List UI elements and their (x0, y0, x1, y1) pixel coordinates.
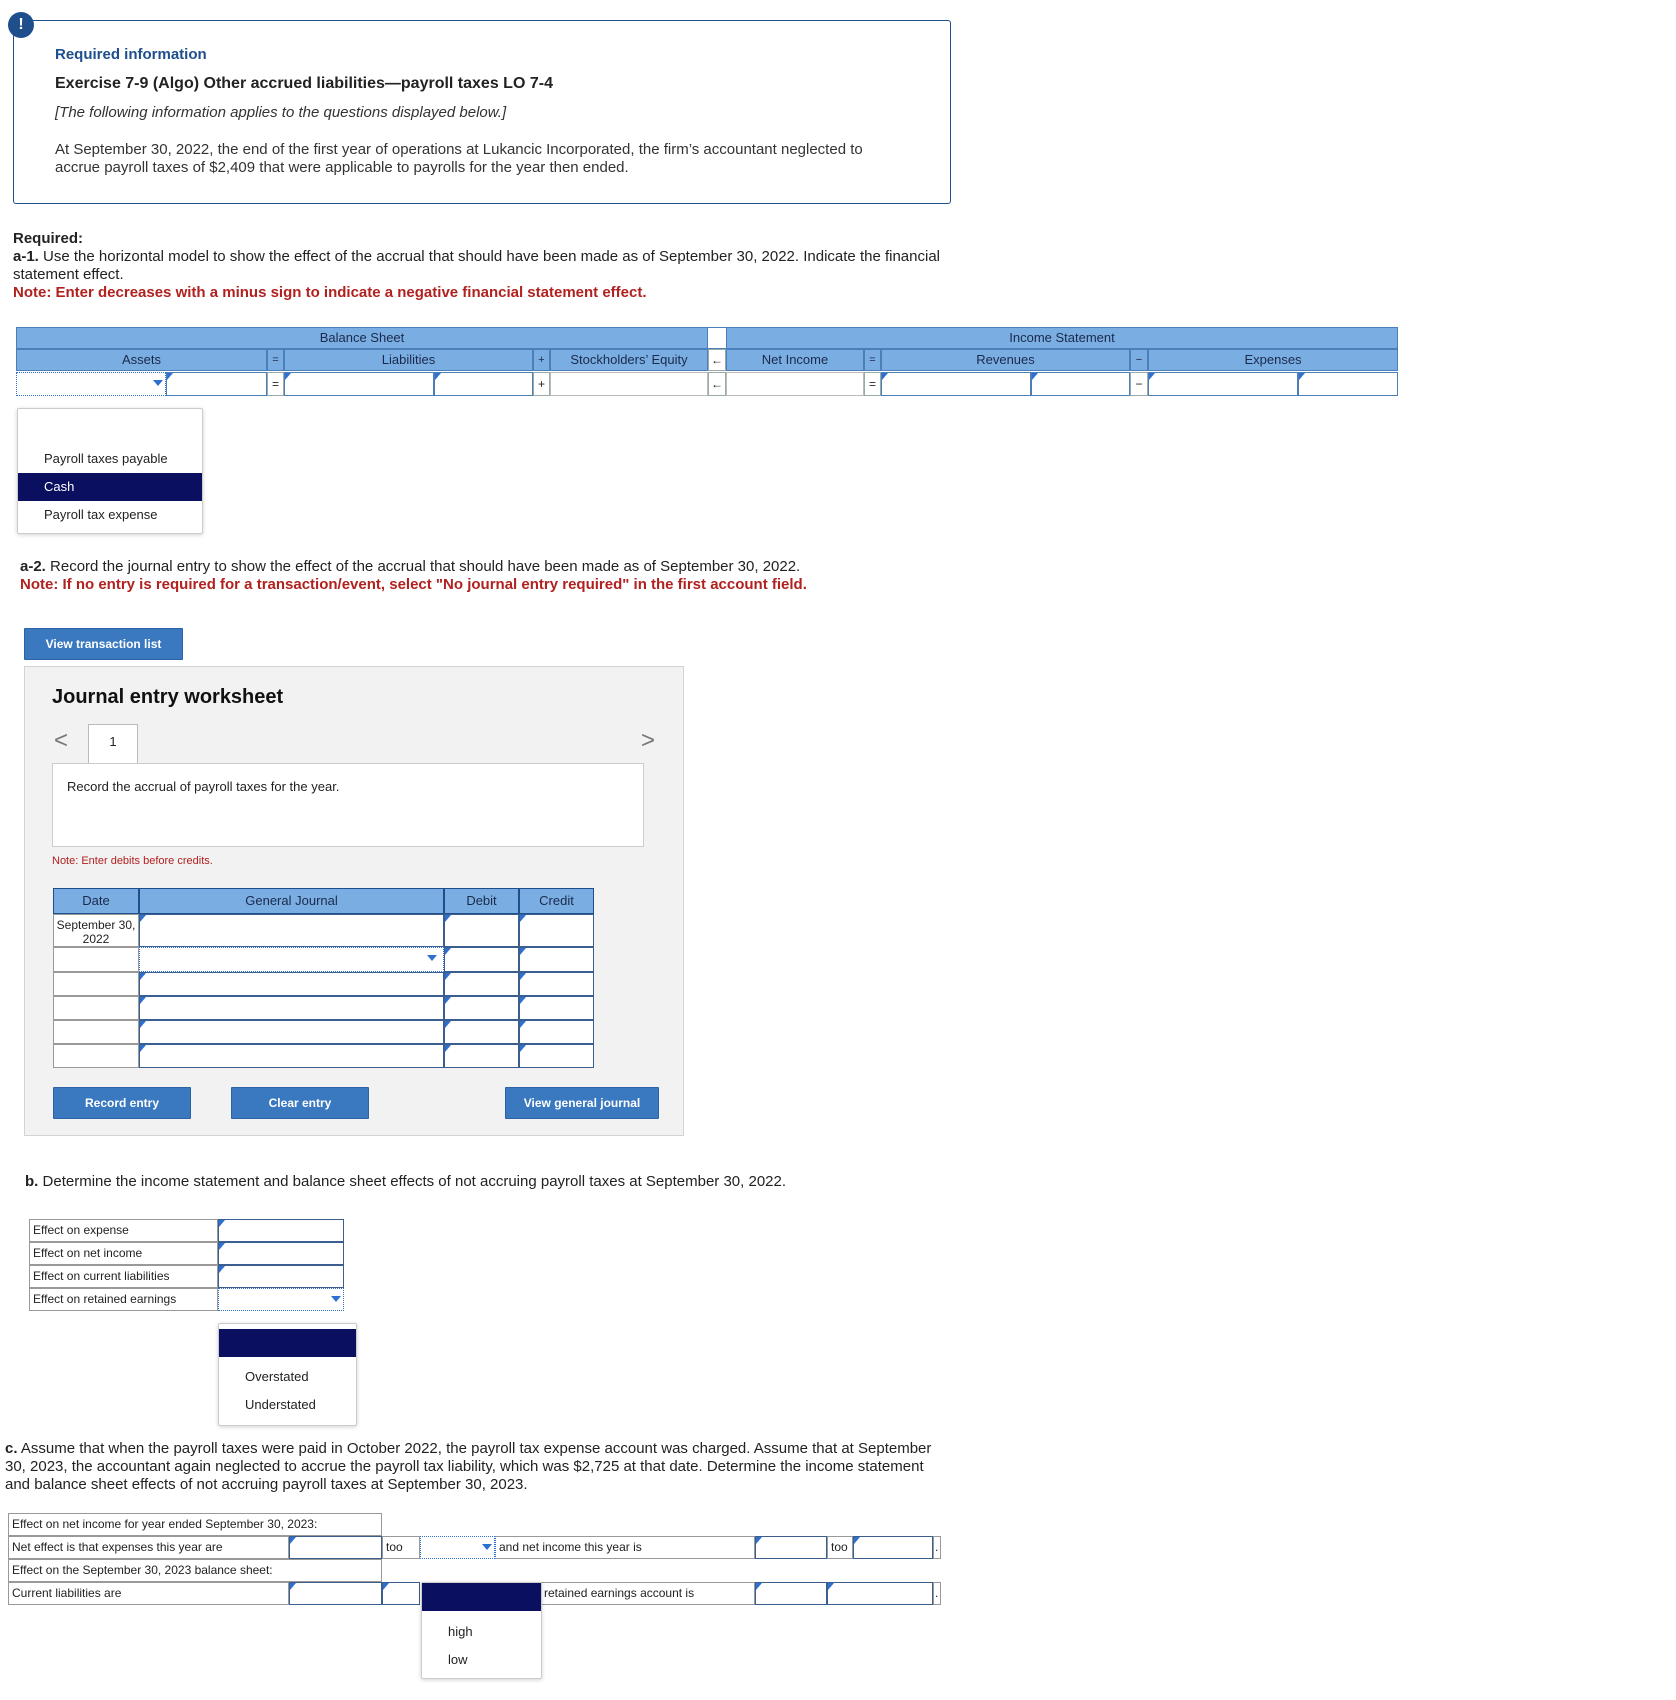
prev-arrow-icon[interactable]: < (54, 727, 69, 754)
net-income-amount-input[interactable] (755, 1536, 827, 1559)
too-label-2: too (827, 1536, 853, 1559)
arrow-op-row: ← (708, 372, 726, 396)
flag-icon (445, 915, 451, 922)
part-b-instructions (25, 1173, 925, 1190)
date-column-header: Date (53, 888, 139, 914)
journal-account-3[interactable] (139, 972, 444, 996)
effect-on-net-income-label: Effect on net income (29, 1242, 218, 1265)
flag-icon (756, 1583, 762, 1590)
plus-op: + (533, 349, 550, 371)
assets-account-select[interactable] (16, 372, 166, 396)
dropdown-option-blank-2[interactable] (422, 1583, 541, 1611)
worksheet-title: Journal entry worksheet (52, 686, 284, 708)
date-cell-1: September 30, 2022 (53, 914, 139, 947)
flag-icon (219, 1243, 225, 1250)
info-body: At September 30, 2022, the end of the first year of operations at Lukancic Incorporated, the firm’s accountant neglected to accrue payroll taxes of $2,409 that were applicable to payrolls for the year then ended. (55, 141, 863, 176)
effect-on-net-income-select[interactable] (218, 1242, 344, 1265)
credit-input-2[interactable] (519, 947, 594, 972)
flag-icon (445, 997, 451, 1004)
equals-op-2: = (864, 349, 881, 371)
flag-icon (167, 373, 173, 380)
effect-on-current-liabilities-label: Effect on current liabilities (29, 1265, 218, 1288)
dropdown-option-cash[interactable]: Cash (18, 473, 202, 501)
expenses-high-low-select[interactable] (420, 1536, 495, 1559)
journal-account-5[interactable] (139, 1020, 444, 1044)
arrow-op: ← (708, 349, 726, 371)
b-label: b. (25, 1173, 39, 1190)
info-title: Required information (55, 46, 207, 63)
liabilities-account-select[interactable] (284, 372, 434, 396)
chevron-down-icon (331, 1296, 341, 1302)
credit-input-3[interactable] (519, 972, 594, 996)
high-low-dropdown (421, 1582, 542, 1679)
net-income-high-low-select[interactable] (853, 1536, 933, 1559)
flag-icon (1299, 373, 1305, 380)
flag-icon (140, 1021, 146, 1028)
a2-note: Note: If no entry is required for a transaction/event, select "No journal entry required" in the first account field. (20, 576, 807, 593)
flag-icon (435, 373, 441, 380)
debit-input-5[interactable] (444, 1020, 519, 1044)
dropdown-option-payroll-taxes-payable[interactable]: Payroll taxes payable (44, 451, 168, 466)
next-arrow-icon[interactable]: > (641, 727, 656, 754)
transaction-description-box (52, 763, 644, 847)
credit-input-6[interactable] (519, 1044, 594, 1068)
chevron-down-icon (427, 955, 437, 961)
credit-input-1[interactable] (519, 914, 594, 947)
expenses-amount-input[interactable] (1298, 372, 1398, 396)
debit-input-6[interactable] (444, 1044, 519, 1068)
retained-earnings-high-low-select[interactable] (827, 1582, 933, 1605)
minus-op: − (1130, 349, 1148, 371)
flag-icon (285, 373, 291, 380)
c-text: Assume that when the payroll taxes were paid in October 2022, the payroll tax expense account was charged. Assume that at September 30, 2023, the accountant again neglected to accrue the payroll tax liability, which was $2,725 at that date. Determine the income statement and balance sheet effects of not accruing payroll taxes at September 30, 2023. (5, 1440, 932, 1493)
date-cell-2 (53, 947, 139, 972)
net-income-header: Net Income (726, 349, 864, 371)
chevron-down-icon (482, 1544, 492, 1550)
part-a2-instructions (20, 558, 920, 594)
flag-icon (445, 973, 451, 980)
flag-icon (140, 997, 146, 1004)
chevron-down-icon (153, 380, 163, 386)
debit-input-3[interactable] (444, 972, 519, 996)
date-cell-4 (53, 996, 139, 1020)
liabilities-header: Liabilities (284, 349, 533, 371)
date-cell-6 (53, 1044, 139, 1068)
c-row2-label: Net effect is that expenses this year are (8, 1536, 289, 1559)
flag-icon (1149, 373, 1155, 380)
flag-icon (445, 1021, 451, 1028)
revenues-amount-input[interactable] (1031, 372, 1130, 396)
expenses-header: Expenses (1148, 349, 1398, 371)
c-label: c. (5, 1440, 18, 1457)
effect-on-retained-earnings-select[interactable] (218, 1288, 344, 1311)
account-dropdown (17, 408, 203, 534)
flag-icon (520, 973, 526, 980)
flag-icon (1032, 373, 1038, 380)
record-entry-button[interactable]: Record entry (53, 1087, 191, 1119)
expenses-amount-input[interactable] (289, 1536, 382, 1559)
effect-on-retained-earnings-label: Effect on retained earnings (29, 1288, 218, 1311)
dropdown-option-low[interactable]: low (448, 1652, 468, 1667)
dropdown-option-blank[interactable] (219, 1329, 356, 1357)
flag-icon (445, 1045, 451, 1052)
flag-icon (290, 1583, 296, 1590)
flag-icon (520, 997, 526, 1004)
a1-label: a-1. (13, 248, 39, 265)
debit-input-4[interactable] (444, 996, 519, 1020)
journal-column-header: General Journal (139, 888, 444, 914)
applies-note: [The following information applies to the questions displayed below.] (55, 104, 507, 121)
expenses-account-select[interactable] (1148, 372, 1298, 396)
flag-icon (520, 948, 526, 955)
equals-op: = (267, 349, 284, 371)
revenues-account-select[interactable] (881, 372, 1031, 396)
flag-icon (882, 373, 888, 380)
too-label-1: too (382, 1536, 420, 1559)
c-row3-label: Effect on the September 30, 2023 balance sheet: (8, 1559, 382, 1582)
a2-label: a-2. (20, 558, 46, 575)
liabilities-amount-input[interactable] (289, 1582, 382, 1605)
net-income-input[interactable] (726, 372, 864, 396)
part-c-instructions (5, 1440, 940, 1494)
plus-op-row: + (533, 372, 550, 396)
balance-sheet-header: Balance Sheet (16, 327, 708, 349)
alert-icon: ! (8, 12, 34, 38)
effect-on-expense-select[interactable] (218, 1219, 344, 1242)
assets-header: Assets (16, 349, 267, 371)
a2-text: Record the journal entry to show the effect of the accrual that should have been made as of September 30, 2022. (50, 558, 801, 575)
exercise-title: Exercise 7-9 (Algo) Other accrued liabilities—payroll taxes LO 7-4 (55, 75, 553, 92)
equity-header: Stockholders’ Equity (550, 349, 708, 371)
b-text: Determine the income statement and balance sheet effects of not accruing payroll taxes at September 30, 2022. (42, 1173, 787, 1190)
debit-column-header: Debit (444, 888, 519, 914)
required-label: Required: (13, 230, 84, 247)
minus-op-row: − (1130, 372, 1148, 396)
period-1: . (933, 1536, 941, 1559)
date-cell-3 (53, 972, 139, 996)
retained-earnings-amount-input[interactable] (755, 1582, 827, 1605)
flag-icon (140, 915, 146, 922)
date-cell-5 (53, 1020, 139, 1044)
debit-input-1[interactable] (444, 914, 519, 947)
flag-icon (756, 1537, 762, 1544)
liabilities-high-low-select[interactable] (382, 1582, 420, 1605)
part-a1-instructions (13, 230, 943, 302)
overstated-dropdown (218, 1323, 357, 1426)
effect-on-expense-label: Effect on expense (29, 1219, 218, 1242)
journal-account-6[interactable] (139, 1044, 444, 1068)
flag-icon (520, 1045, 526, 1052)
flag-icon (828, 1583, 834, 1590)
transaction-tab-1[interactable]: 1 (88, 724, 138, 764)
dropdown-option-payroll-tax-expense[interactable]: Payroll tax expense (44, 507, 158, 522)
c-row4-label: Current liabilities are (8, 1582, 289, 1605)
flag-icon (520, 1021, 526, 1028)
equity-amount-input[interactable] (550, 372, 708, 396)
flag-icon (219, 1266, 225, 1273)
flag-icon (520, 915, 526, 922)
dropdown-option-overstated[interactable]: Overstated (245, 1369, 309, 1384)
c-row4-mid-label: retained earnings account is (540, 1582, 755, 1605)
a1-note: Note: Enter decreases with a minus sign to indicate a negative financial statement effect. (13, 284, 647, 301)
credit-column-header: Credit (519, 888, 594, 914)
flag-icon (383, 1583, 389, 1590)
assets-amount-input[interactable] (166, 372, 267, 396)
flag-icon (854, 1537, 860, 1544)
effect-on-current-liabilities-select[interactable] (218, 1265, 344, 1288)
journal-account-1[interactable] (139, 914, 444, 947)
flag-icon (219, 1220, 225, 1227)
flag-icon (445, 948, 451, 955)
income-statement-header: Income Statement (726, 327, 1398, 349)
equals-op-row: = (267, 372, 284, 396)
c-row1-label: Effect on net income for year ended September 30, 2023: (8, 1513, 382, 1536)
dropdown-option-high[interactable]: high (448, 1624, 473, 1639)
credit-input-4[interactable] (519, 996, 594, 1020)
c-row2-mid-label: and net income this year is (495, 1536, 755, 1559)
flag-icon (290, 1537, 296, 1544)
view-general-journal-button[interactable]: View general journal (505, 1087, 659, 1119)
debit-input-2[interactable] (444, 947, 519, 972)
header-gap (708, 327, 726, 349)
credit-input-5[interactable] (519, 1020, 594, 1044)
flag-icon (140, 973, 146, 980)
journal-account-4[interactable] (139, 996, 444, 1020)
revenues-header: Revenues (881, 349, 1130, 371)
a1-text: Use the horizontal model to show the effect of the accrual that should have been made as of September 30, 2022. Indicate the financial statement effect. (13, 248, 940, 283)
period-2: . (933, 1582, 941, 1605)
dropdown-option-understated[interactable]: Understated (245, 1397, 316, 1412)
liabilities-amount-input[interactable] (434, 372, 533, 396)
transaction-description: Record the accrual of payroll taxes for the year. (67, 779, 340, 794)
debits-note: Note: Enter debits before credits. (52, 855, 213, 867)
flag-icon (140, 1045, 146, 1052)
view-transaction-list-button[interactable]: View transaction list (24, 628, 183, 660)
equals-op-row-2: = (864, 372, 881, 396)
clear-entry-button[interactable]: Clear entry (231, 1087, 369, 1119)
journal-account-2[interactable] (139, 947, 444, 972)
